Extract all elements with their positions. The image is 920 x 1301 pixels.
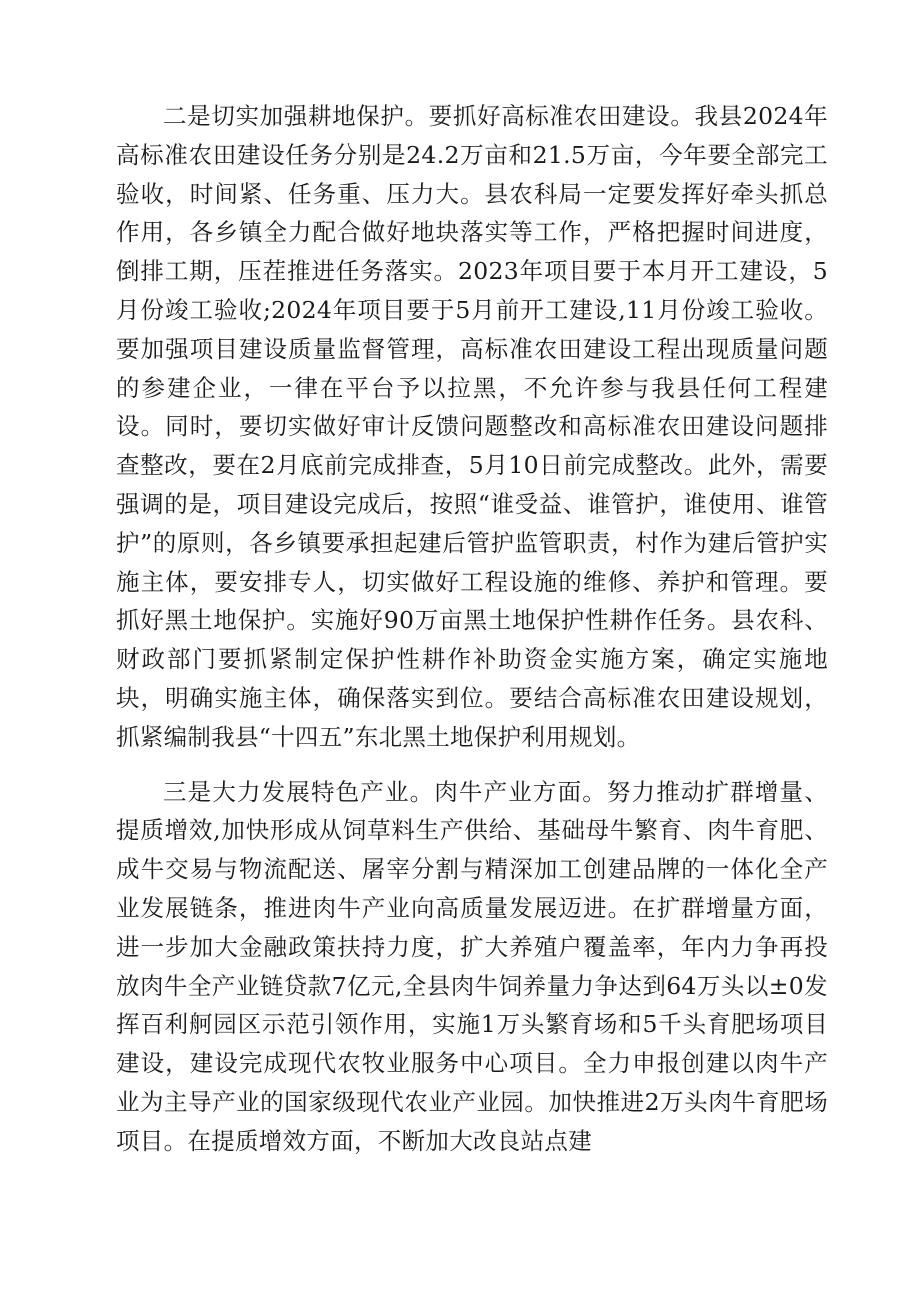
paragraph-farmland-protection: 二是切实加强耕地保护。要抓好高标准农田建设。我县2024年高标准农田建设任务分别是24.2万亩和21.5万亩，今年要全部完工验收，时间紧、任务重、压力大。县农科局一定要发挥好牵头抓总作用，各乡镇全力配合做好地块落实等工作，严格把握时间进度，倒排工期，压茬推进任务落实。2023年项目要于本月开工建设，5月份竣工验收;2024年项目要于5月前开工建设,11月份竣工验收。要加强项目建设质量监督管理，高标准农田建设工程出现质量问题的参建企业，一律在平台予以拉黑，不允许参与我县任何工程建设。同时，要切实做好审计反馈问题整改和高标准农田建设问题排查整改，要在2月底前完成排查，5月10日前完成整改。此外，需要强调的是，项目建设完成后，按照“谁受益、谁管护，谁使用、谁管护”的原则，各乡镇要承担起建后管护监管职责，村作为建后管护实施主体，要安排专人，切实做好工程设施的维修、养护和管理。要抓好黑土地保护。实施好90万亩黑土地保护性耕作任务。县农科、财政部门要抓紧制定保护性耕作补助资金实施方案，确定实施地块，明确实施主体，确保落实到位。要结合高标准农田建设规划，抓紧编制我县“十四五”东北黑土地保护利用规划。 xyxy=(116,102,828,751)
paragraph-specialty-industry: 三是大力发展特色产业。肉牛产业方面。努力推动扩群增量、提质增效,加快形成从饲草料生产供给、基础母牛繁育、肉牛育肥、成牛交易与物流配送、屠宰分割与精深加工创建品牌的一体化全产业发展链条，推进肉牛产业向高质量发展迈进。在扩群增量方面，进一步加大金融政策扶持力度，扩大养殖户覆盖率，年内力争再投放肉牛全产业链贷款7亿元,全县肉牛饲养量力争达到64万头以±0发挥百利舸园区示范引领作用，实施1万头繁育场和5千头育肥场项目建设，建设完成现代农牧业服务中心项目。全力申报创建以肉牛产业为主导产业的国家级现代农业产业园。加快推进2万头肉牛育肥场项目。在提质增效方面，不断加大改良站点建 xyxy=(116,777,828,1155)
document-body xyxy=(116,97,828,1161)
